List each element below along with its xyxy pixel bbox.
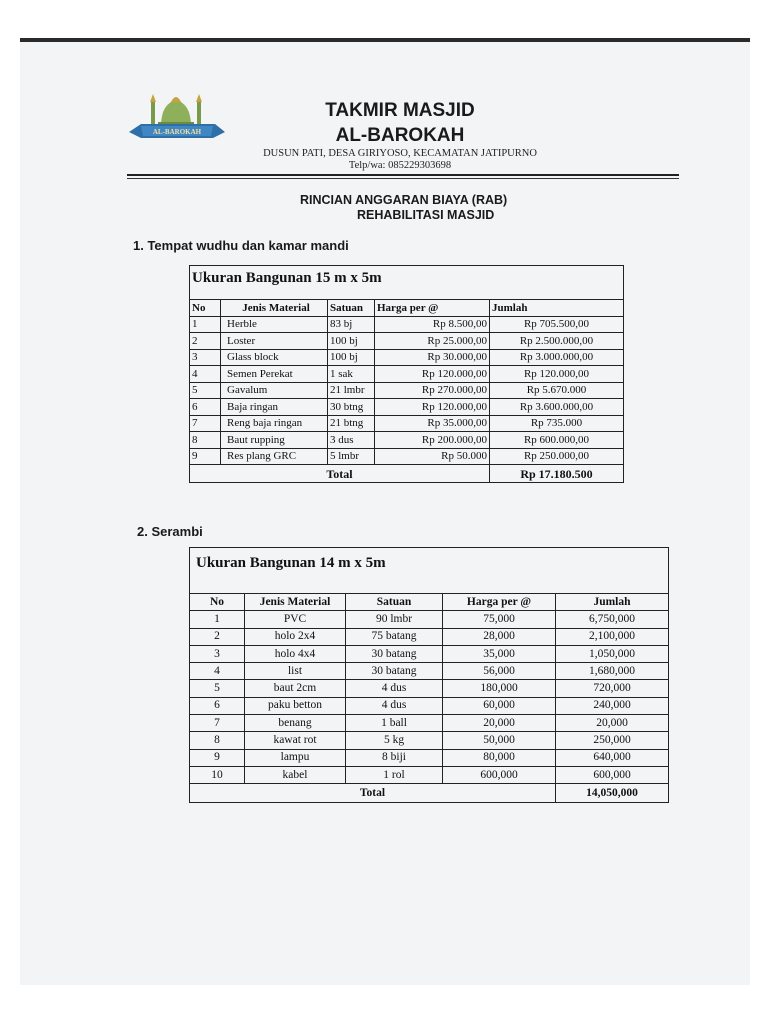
cell-satuan: 83 bj [328, 316, 375, 333]
cell-material: Reng baja ringan [221, 415, 328, 432]
cell-material: paku betton [245, 697, 346, 714]
table-row [190, 432, 623, 449]
cell-jumlah: Rp 600.000,00 [490, 432, 624, 449]
cell-jumlah: 600,000 [556, 766, 669, 783]
cell-harga: 50,000 [443, 732, 556, 749]
total-value: 14,050,000 [556, 784, 669, 803]
cell-material: kawat rot [245, 732, 346, 749]
cell-no: 1 [190, 316, 221, 333]
cell-jumlah: 1,680,000 [556, 663, 669, 680]
cell-jumlah: Rp 5.670.000 [490, 382, 624, 399]
cell-material: holo 4x4 [245, 645, 346, 662]
table-row [190, 680, 668, 697]
cell-satuan: 30 btng [328, 399, 375, 416]
table-row [190, 399, 623, 416]
cell-harga: Rp 25.000,00 [375, 333, 490, 350]
cell-material: Res plang GRC [221, 448, 328, 465]
col-header-no: No [190, 300, 221, 316]
cell-material: baut 2cm [245, 680, 346, 697]
cell-harga: Rp 35.000,00 [375, 415, 490, 432]
cell-material: Loster [221, 333, 328, 350]
header-divider-thin [127, 178, 679, 179]
cell-satuan: 1 sak [328, 366, 375, 383]
cell-jumlah: 240,000 [556, 697, 669, 714]
col-header-satuan: Satuan [346, 594, 443, 611]
cell-harga: Rp 120.000,00 [375, 399, 490, 416]
total-value: Rp 17.180.500 [490, 465, 624, 483]
cell-no: 5 [190, 382, 221, 399]
logo-text: AL-BAROKAH [152, 128, 202, 136]
cell-jumlah: 640,000 [556, 749, 669, 766]
table-caption: Ukuran Bangunan 15 m x 5m [190, 266, 623, 300]
table-body [190, 316, 623, 465]
table-row [190, 366, 623, 383]
col-header-jumlah: Jumlah [556, 594, 669, 611]
budget-table-grid [190, 594, 668, 802]
cell-harga: 80,000 [443, 749, 556, 766]
cell-material: holo 2x4 [245, 628, 346, 645]
cell-no: 4 [190, 366, 221, 383]
document-title: RINCIAN ANGGARAN BIAYA (RAB) [300, 193, 508, 207]
table-row [190, 415, 623, 432]
cell-satuan: 5 kg [346, 732, 443, 749]
cell-satuan: 1 rol [346, 766, 443, 783]
budget-table-serambi [189, 547, 669, 803]
cell-no: 6 [190, 697, 245, 714]
cell-no: 4 [190, 663, 245, 680]
org-address: DUSUN PATI, DESA GIRIYOSO, KECAMATAN JATIPURNO [263, 148, 537, 159]
col-header-material: Jenis Material [221, 300, 328, 316]
cell-jumlah: Rp 3.600.000,00 [490, 399, 624, 416]
mosque-logo-icon [127, 88, 227, 146]
table-row [190, 316, 623, 333]
cell-material: kabel [245, 766, 346, 783]
cell-satuan: 21 btng [328, 415, 375, 432]
document-subtitle: REHABILITASI MASJID [357, 208, 495, 222]
org-address-block [230, 148, 570, 172]
cell-material: Baut rupping [221, 432, 328, 449]
cell-no: 3 [190, 645, 245, 662]
cell-harga: Rp 50.000 [375, 448, 490, 465]
table-total-row [190, 784, 668, 803]
cell-material: lampu [245, 749, 346, 766]
cell-satuan: 4 dus [346, 697, 443, 714]
cell-no: 7 [190, 415, 221, 432]
table-row [190, 715, 668, 732]
cell-satuan: 90 lmbr [346, 611, 443, 628]
cell-harga: 35,000 [443, 645, 556, 662]
cell-jumlah: Rp 120.000,00 [490, 366, 624, 383]
cell-harga: Rp 8.500,00 [375, 316, 490, 333]
cell-harga: 600,000 [443, 766, 556, 783]
cell-no: 10 [190, 766, 245, 783]
cell-no: 8 [190, 732, 245, 749]
table-row [190, 349, 623, 366]
table-row [190, 611, 668, 628]
cell-jumlah: Rp 2.500.000,00 [490, 333, 624, 350]
cell-satuan: 100 bj [328, 333, 375, 350]
cell-jumlah: Rp 3.000.000,00 [490, 349, 624, 366]
cell-harga: 180,000 [443, 680, 556, 697]
col-header-harga: Harga per @ [443, 594, 556, 611]
document-page [20, 42, 750, 985]
table-row [190, 628, 668, 645]
cell-jumlah: 1,050,000 [556, 645, 669, 662]
cell-material: Herble [221, 316, 328, 333]
cell-harga: 75,000 [443, 611, 556, 628]
cell-material: list [245, 663, 346, 680]
cell-material: Semen Perekat [221, 366, 328, 383]
budget-table-grid [190, 300, 623, 482]
cell-material: PVC [245, 611, 346, 628]
cell-satuan: 1 ball [346, 715, 443, 732]
table-row [190, 448, 623, 465]
total-label: Total [190, 465, 490, 483]
cell-jumlah: Rp 735.000 [490, 415, 624, 432]
cell-material: Gavalum [221, 382, 328, 399]
total-label: Total [190, 784, 556, 803]
cell-satuan: 3 dus [328, 432, 375, 449]
header-divider [127, 174, 679, 176]
table-header-row [190, 300, 623, 316]
cell-harga: Rp 120.000,00 [375, 366, 490, 383]
cell-no: 2 [190, 628, 245, 645]
cell-satuan: 30 batang [346, 663, 443, 680]
section-heading-serambi: 2. Serambi [137, 524, 203, 539]
table-caption: Ukuran Bangunan 14 m x 5m [190, 548, 668, 594]
cell-material: benang [245, 715, 346, 732]
cell-harga: 56,000 [443, 663, 556, 680]
col-header-jumlah: Jumlah [490, 300, 624, 316]
budget-table-wudhu [189, 265, 624, 483]
cell-jumlah: 720,000 [556, 680, 669, 697]
cell-satuan: 21 lmbr [328, 382, 375, 399]
cell-jumlah: 250,000 [556, 732, 669, 749]
cell-satuan: 8 biji [346, 749, 443, 766]
table-total-row [190, 465, 623, 483]
col-header-no: No [190, 594, 245, 611]
cell-jumlah: 20,000 [556, 715, 669, 732]
table-row [190, 766, 668, 783]
cell-no: 2 [190, 333, 221, 350]
cell-no: 9 [190, 448, 221, 465]
table-row [190, 749, 668, 766]
cell-satuan: 30 batang [346, 645, 443, 662]
cell-material: Glass block [221, 349, 328, 366]
cell-satuan: 4 dus [346, 680, 443, 697]
cell-harga: 20,000 [443, 715, 556, 732]
cell-harga: 60,000 [443, 697, 556, 714]
cell-harga: 28,000 [443, 628, 556, 645]
table-row [190, 645, 668, 662]
cell-jumlah: 2,100,000 [556, 628, 669, 645]
col-header-satuan: Satuan [328, 300, 375, 316]
cell-no: 3 [190, 349, 221, 366]
col-header-material: Jenis Material [245, 594, 346, 611]
cell-harga: Rp 270.000,00 [375, 382, 490, 399]
table-row [190, 382, 623, 399]
cell-no: 5 [190, 680, 245, 697]
table-row [190, 663, 668, 680]
org-title-line1: TAKMIR MASJID [325, 100, 475, 121]
table-header-row [190, 594, 668, 611]
cell-material: Baja ringan [221, 399, 328, 416]
cell-harga: Rp 30.000,00 [375, 349, 490, 366]
cell-jumlah: Rp 250.000,00 [490, 448, 624, 465]
cell-satuan: 5 lmbr [328, 448, 375, 465]
table-row [190, 697, 668, 714]
table-row [190, 732, 668, 749]
org-title-line2: AL-BAROKAH [335, 125, 465, 146]
col-header-harga: Harga per @ [375, 300, 490, 316]
section-heading-wudhu: 1. Tempat wudhu dan kamar mandi [133, 238, 349, 253]
cell-no: 8 [190, 432, 221, 449]
cell-satuan: 75 batang [346, 628, 443, 645]
cell-harga: Rp 200.000,00 [375, 432, 490, 449]
cell-no: 1 [190, 611, 245, 628]
cell-no: 7 [190, 715, 245, 732]
cell-no: 6 [190, 399, 221, 416]
cell-satuan: 100 bj [328, 349, 375, 366]
cell-no: 9 [190, 749, 245, 766]
table-body [190, 611, 668, 784]
table-row [190, 333, 623, 350]
org-phone: Telp/wa: 085229303698 [348, 160, 452, 171]
cell-jumlah: Rp 705.500,00 [490, 316, 624, 333]
cell-jumlah: 6,750,000 [556, 611, 669, 628]
